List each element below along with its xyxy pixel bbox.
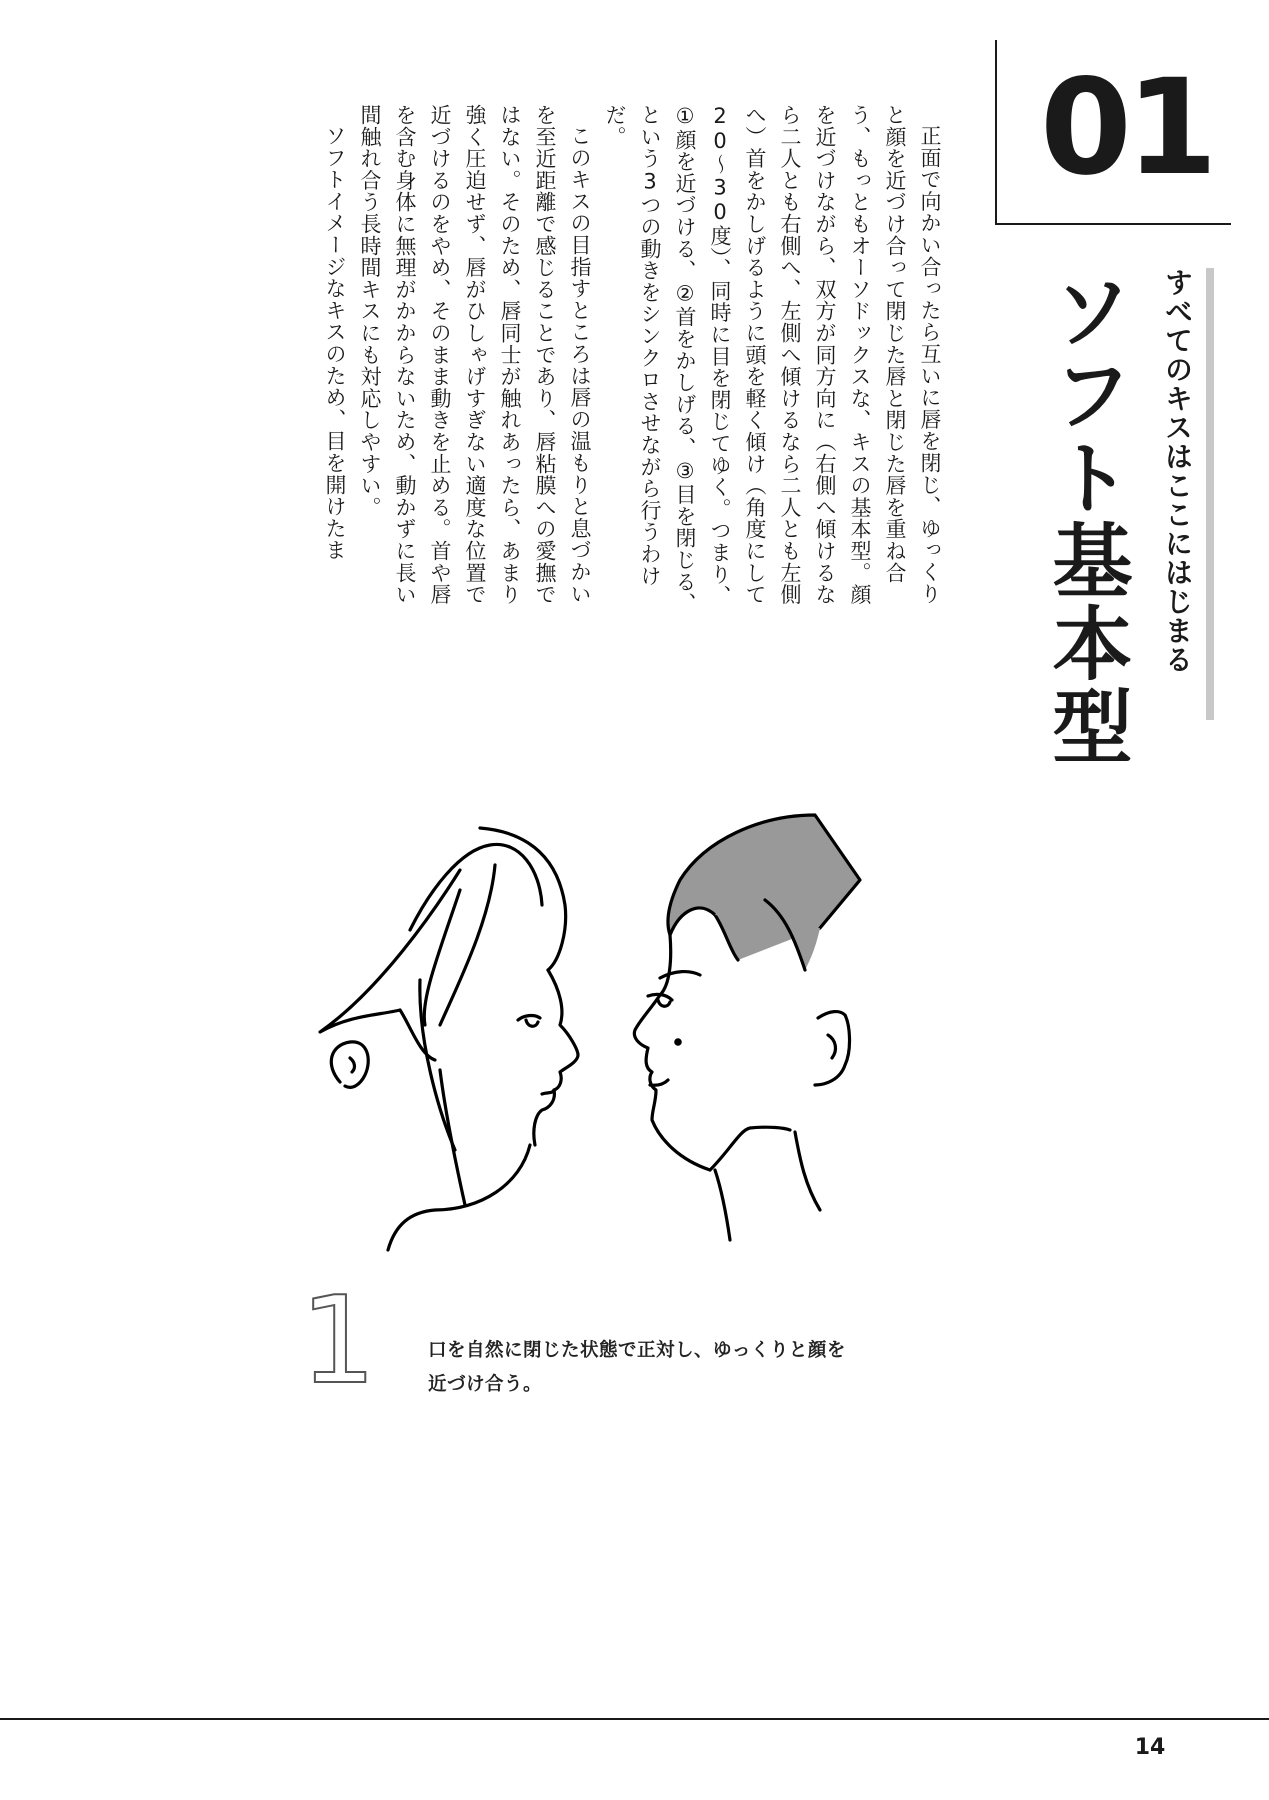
body-text <box>317 104 947 624</box>
chapter-subtitle: すべてのキスはここにはじまる <box>1161 268 1194 674</box>
figure-caption <box>428 1334 868 1402</box>
page-number: 14 <box>1134 1735 1166 1760</box>
footer-rule <box>0 1718 1269 1720</box>
caption-line-2: 近づけ合う。 <box>428 1374 543 1395</box>
body-paragraph-3: ソフトイメージなキスのため、目を開けたま <box>323 125 347 561</box>
body-paragraph-1: 正面で向かい合ったら互いに唇を閉じ、ゆっくりと顔を近づけ合って閉じた唇と閉じた唇を重ね合う、もっともオーソドックスな、キスの基本型。顔を近づけながら、双方が同方向に（右側へ傾けるなら二人とも右側へ、左側へ傾けるなら二人とも左側へ）首をかしげるように頭を軽く傾け（角度にして20～30度）、同時に目を閉じてゆく。つまり、①顔を近づける、②首をかしげる、③目を閉じる、という3つの動きをシンクロさせながら行うわけだ。 <box>603 104 942 615</box>
chapter-title: ソフト基本型 <box>1039 270 1132 768</box>
couple-facing-illustration <box>260 810 940 1280</box>
body-paragraph-2: このキスの目指すところは唇の温もりと息づかいを至近距離で感じることであり、唇粘膜への愛撫ではない。そのため、唇同士が触れあったら、あまり強く圧迫せず、唇がひしゃげすぎない適度な位置で近づけるのをやめ、そのまま動きを止める。首や唇を含む身体に無理がかからないため、動かずに長い間触れ合う長時間キスにも対応しやすい。 <box>358 104 592 606</box>
chapter-bracket-vertical <box>995 40 997 225</box>
caption-line-1: 口を自然に閉じた状態で正対し、ゆっくりと顔を <box>428 1340 846 1361</box>
step-number: 1 <box>300 1272 377 1411</box>
man-profile <box>634 815 860 1240</box>
chapter-number: 01 <box>1040 51 1212 205</box>
chapter-bracket-horizontal <box>995 223 1231 225</box>
woman-profile <box>320 828 578 1250</box>
subtitle-accent-bar <box>1206 268 1214 720</box>
